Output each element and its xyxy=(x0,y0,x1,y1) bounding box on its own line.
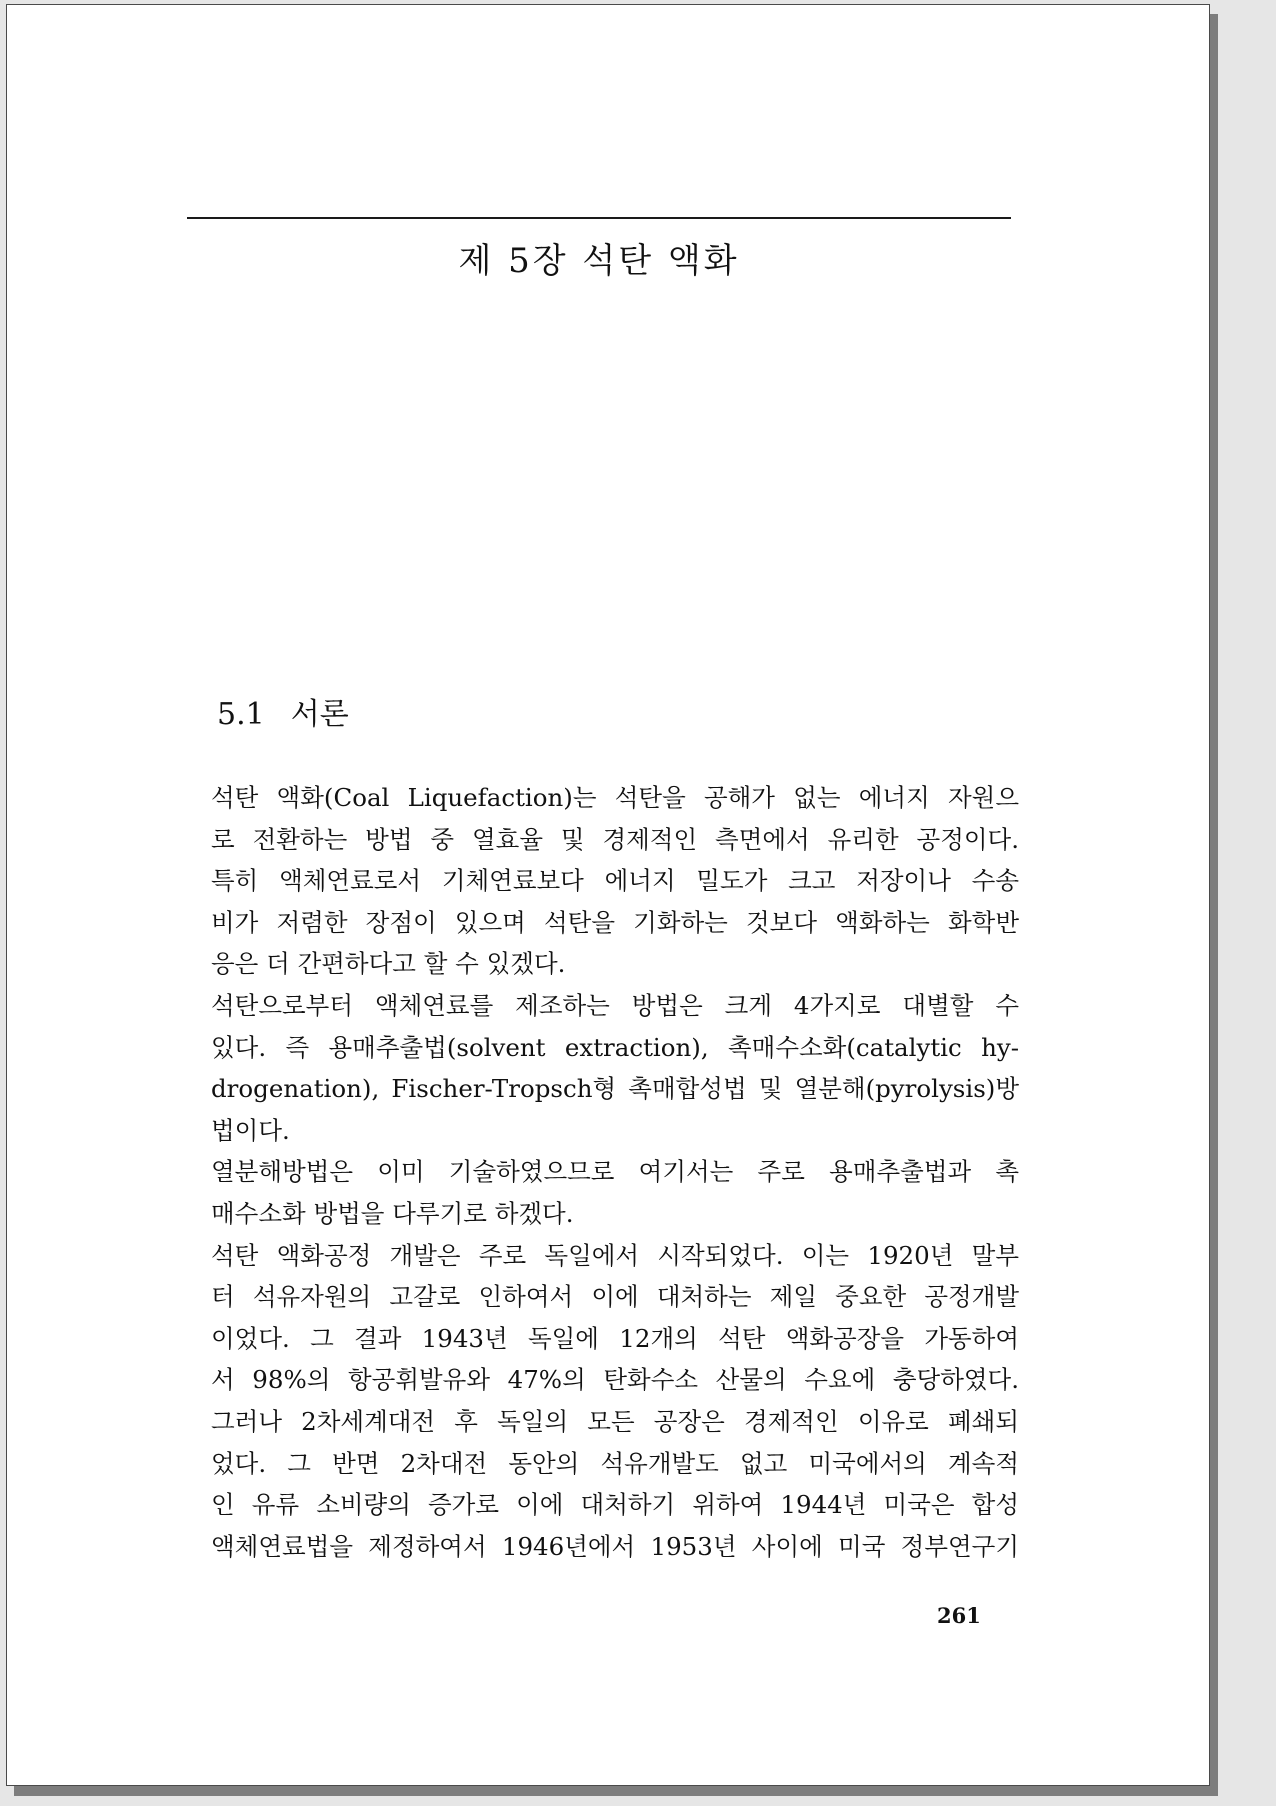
section-number: 5.1 xyxy=(217,697,265,732)
text-line: 석탄 액화(Coal Liquefaction)는 석탄을 공해가 없는 에너지 자원으 xyxy=(211,783,1019,812)
text-line: 비가 저렴한 장점이 있으며 석탄을 기화하는 것보다 액화하는 화학반 xyxy=(211,907,1019,937)
page-number: 261 xyxy=(937,1603,981,1628)
text-line: 석탄으로부터 액체연료를 제조하는 방법은 크게 4가지로 대별할 수 xyxy=(211,990,1019,1020)
text-line: 액체연료법을 제정하여서 1946년에서 1953년 사이에 미국 정부연구기 xyxy=(211,1531,1019,1561)
chapter-rule xyxy=(187,217,1011,219)
text-line: 인 유류 소비량의 증가로 이에 대처하기 위하여 1944년 미국은 합성 xyxy=(211,1490,1019,1520)
paragraph xyxy=(189,1151,1019,1234)
text-line: drogenation), Fischer-Tropsch형 촉매합성법 및 열분해(pyrolysis)방 xyxy=(211,1074,1019,1104)
text-line: 매수소화 방법을 다루기로 하겠다. xyxy=(211,1198,574,1228)
text-line: 응은 더 간편하다고 할 수 있겠다. xyxy=(211,949,566,979)
text-line: 서 98%의 항공휘발유와 47%의 탄화수소 산물의 수요에 충당하였다. xyxy=(211,1365,1019,1395)
paragraph xyxy=(189,985,1019,1151)
text-line: 법이다. xyxy=(211,1115,290,1145)
text-line: 었다. 그 반면 2차대전 동안의 석유개발도 없고 미국에서의 계속적 xyxy=(211,1448,1019,1478)
section-title: 서론 xyxy=(290,697,349,732)
text-line: 로 전환하는 방법 중 열효율 및 경제적인 측면에서 유리한 공정이다. xyxy=(211,824,1019,854)
book-page xyxy=(6,4,1210,1786)
text-line: 그러나 2차세계대전 후 독일의 모든 공장은 경제적인 이유로 폐쇄되 xyxy=(211,1406,1019,1436)
section-heading xyxy=(217,689,349,733)
body-text xyxy=(189,777,1019,1567)
text-line: 이었다. 그 결과 1943년 독일에 12개의 석탄 액화공장을 가동하여 xyxy=(211,1323,1019,1353)
text-line: 특히 액체연료로서 기체연료보다 에너지 밀도가 크고 저장이나 수송 xyxy=(211,866,1019,896)
text-line: 열분해방법은 이미 기술하였으므로 여기서는 주로 용매추출법과 촉 xyxy=(211,1157,1019,1187)
paragraph xyxy=(189,1235,1019,1568)
paragraph xyxy=(189,777,1019,985)
chapter-title: 제 5장 석탄 액화 xyxy=(458,241,740,281)
text-line: 터 석유자원의 고갈로 인하여서 이에 대처하는 제일 중요한 공정개발 xyxy=(211,1282,1019,1312)
text-line: 석탄 액화공정 개발은 주로 독일에서 시작되었다. 이는 1920년 말부 xyxy=(211,1240,1019,1270)
text-line: 있다. 즉 용매추출법(solvent extraction), 촉매수소화(catalytic hy- xyxy=(211,1032,1019,1062)
